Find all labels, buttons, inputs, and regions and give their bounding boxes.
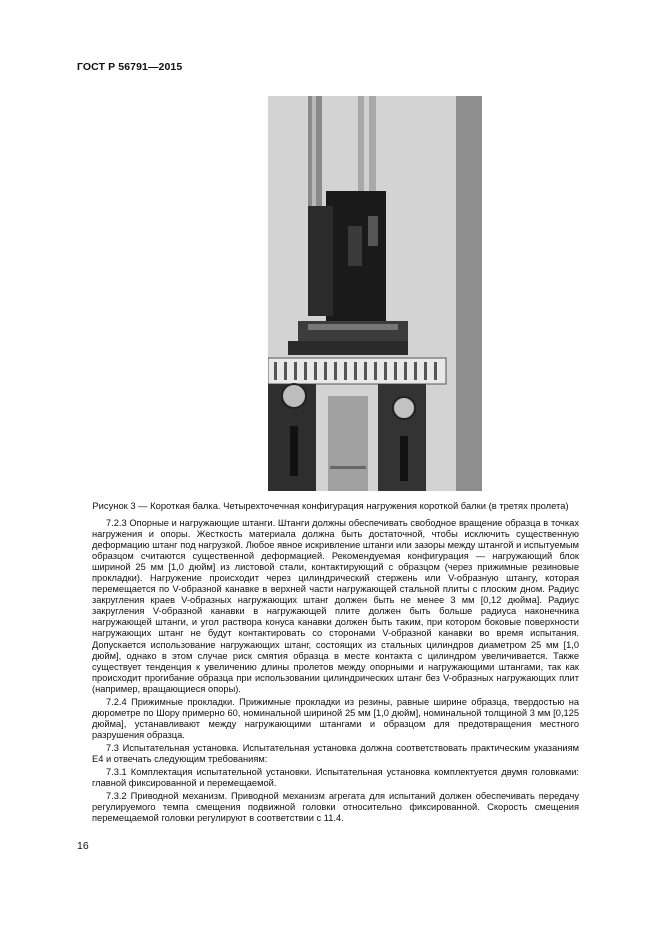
page-number: 16 [77, 840, 89, 852]
right-edge-shadow [456, 96, 482, 491]
paragraph-7-2-3: 7.2.3 Опорные и нагружающие штанги. Штанги должны обеспечивать свободное вращение образца в точках нагружения и опоры. Жесткость материала должна быть достаточной, чтобы исключить существенную деформацию штанг под нагрузкой. Любое явное искривление штанги или зазоры между штангой и испытуемым образцом считаются существенной деформацией. Рекомендуемая конфигурация — нагружающий блок шириной 25 мм [1,0 дюйм] из листовой стали, контактирующий с образцом (через прижимные резиновые прокладки). Нагружение происходит через цилиндрический стержень или V-образную штангу, которая перемещается по V-образной канавке в верхней части нагружающей стальной плиты с плоским дном. Радиус закругления краев V-образных нагружающих штанг должен быть не менее 3 мм [0,12 дюйма]. Радиус закругления V-образной канавки в нагружающей плите должен быть больше радиуса наконечника нагружающей штанги, и угол раствора конуса канавки должен быть таким, при котором боковые поверхности нагружающих штанг не будут контактировать со сторонами V-образной канавки во время испытания. Допускается использование нагружающих штанг, состоящих из стальных цилиндров диаметром 25 мм [1,0 дюйм], однако в этом случае риск смятия образца в месте контакта с цилиндром увеличивается. Также существует тенденция к увеличению длины пролетов между опорными и нагружающими штангами, так как происходит прогибание образца при использовании цилиндрических штанг без V-образных нагружающих плит (например, вращающиеся опоры). [92, 518, 579, 694]
test-fixture-photo [268, 96, 482, 491]
paragraph-7-2-4: 7.2.4 Прижимные прокладки. Прижимные прокладки из резины, равные ширине образца, твердостью на дюрометре по Шору примерно 60, номинальной шириной 25 мм [1,0 дюйм], номинальной толщиной 3 мм [0,125 дюйма], устанавливают между нагружающими штангами и образцом для предотвращения местного разрушения образца. [92, 696, 579, 740]
paragraph-7-3-1: 7.3.1 Комплектация испытательной установки. Испытательная установка комплектуется двумя головками: главной фиксированной и перемещаемой. [92, 767, 579, 789]
body-text [92, 518, 579, 826]
paragraph-7-3: 7.3 Испытательная установка. Испытательная установка должна соответствовать практическим указаниям E4 и отвечать следующим требованиям: [92, 742, 579, 764]
document-header: ГОСТ Р 56791—2015 [77, 61, 183, 73]
figure-caption: Рисунок 3 — Короткая балка. Четырехточечная конфигурация нагружения короткой балки (в третях пролета) [92, 500, 569, 511]
paragraph-7-3-2: 7.3.2 Приводной механизм. Приводной механизм агрегата для испытаний должен обеспечивать передачу регулируемого темпа смещения подвижной головки относительно фиксированной. Скорость смещения перемещаемой головки регулируют в соответствии с 11.4. [92, 791, 579, 824]
